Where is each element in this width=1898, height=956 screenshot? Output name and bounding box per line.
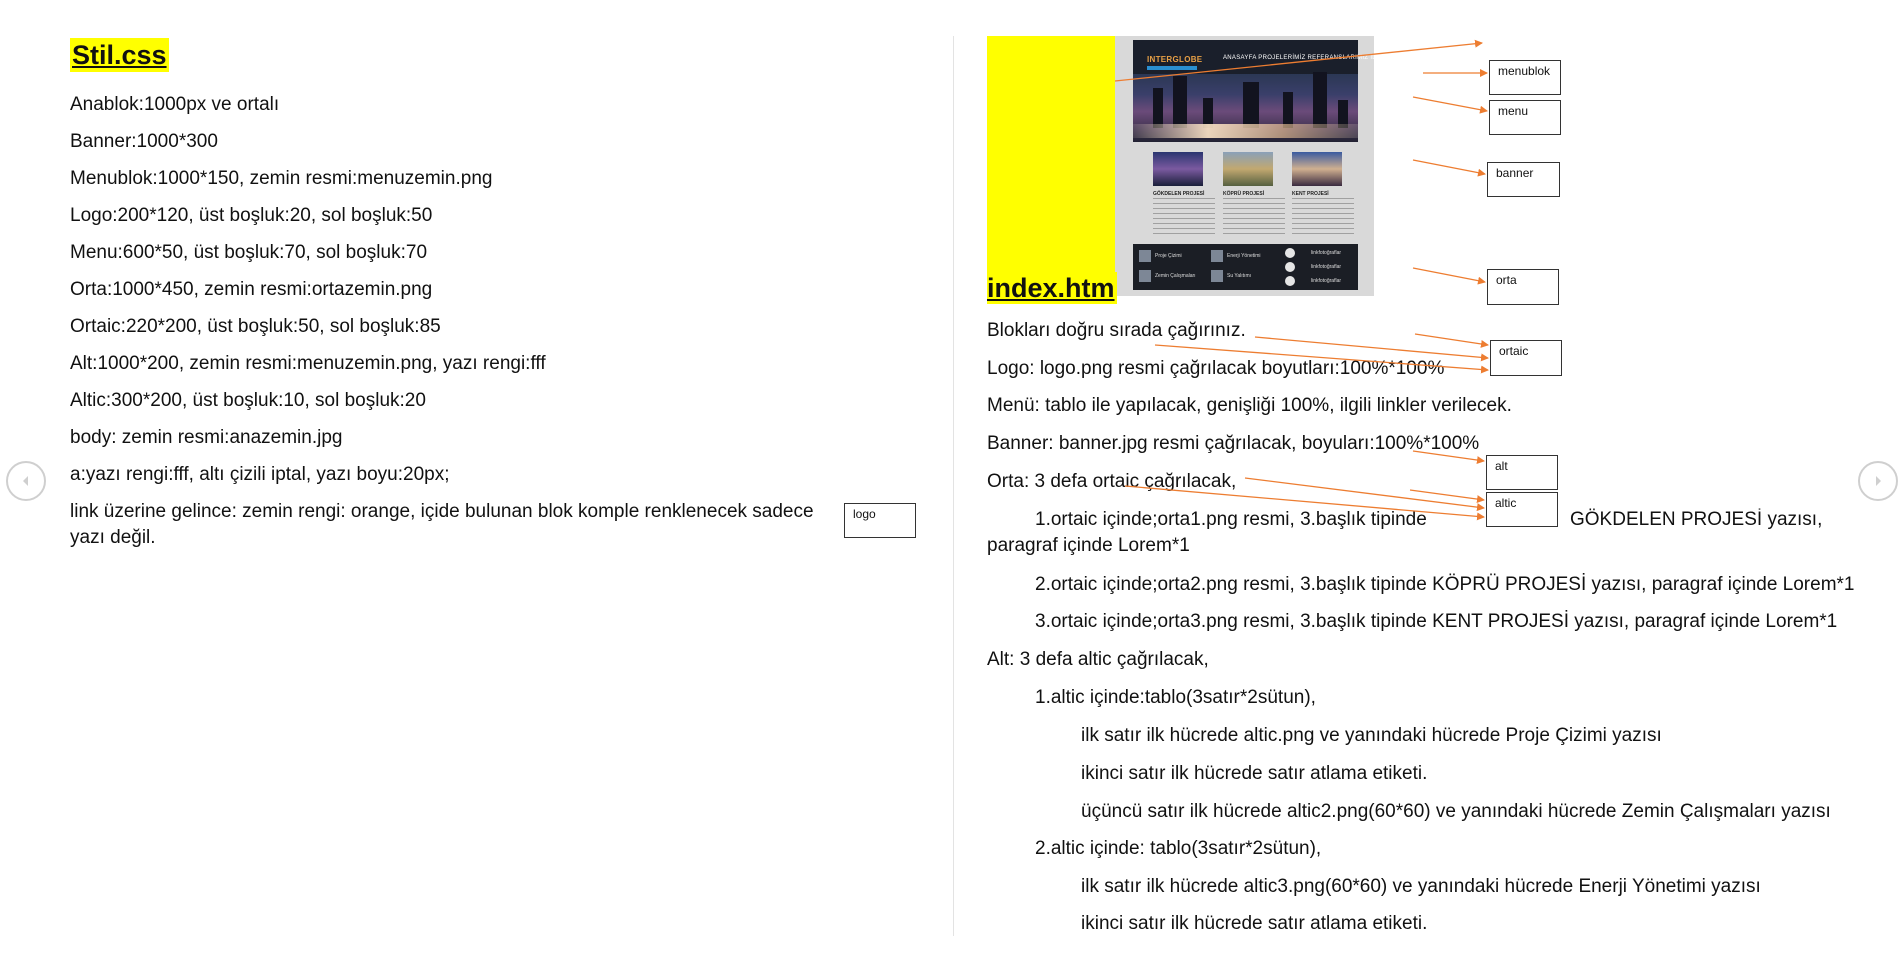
css-rule-line: a:yazı rengi:fff, altı çizili iptal, yazı boyu:20px; bbox=[70, 464, 450, 485]
arrow bbox=[1245, 478, 1484, 508]
html-rule-line: paragraf içinde Lorem*1 bbox=[987, 535, 1190, 556]
html-rule-line: ikinci satır ilk hücrede satır atlama etiketi. bbox=[1081, 763, 1428, 784]
css-rule-line: Logo:200*120, üst boşluk:20, sol boşluk:50 bbox=[70, 205, 433, 226]
html-rule-line: Orta: 3 defa ortaic çağrılacak, bbox=[987, 471, 1237, 492]
html-rule-line: Alt: 3 defa altic çağrılacak, bbox=[987, 649, 1209, 670]
preview-image-2 bbox=[1223, 152, 1273, 186]
preview-logo: INTERGLOBE bbox=[1147, 55, 1203, 64]
html-rule-line: Menü: tablo ile yapılacak, genişliği 100%, ilgili linkler verilecek. bbox=[987, 395, 1512, 416]
arrow bbox=[1415, 334, 1488, 345]
html-rule-line: 3.ortaic içinde;orta3.png resmi, 3.başlık tipinde KENT PROJESİ yazısı, paragraf içinde Lorem*1 bbox=[1035, 611, 1838, 632]
alt-label-box: alt bbox=[1486, 455, 1558, 490]
html-rule-line: Blokları doğru sırada çağırınız. bbox=[987, 320, 1246, 341]
chevron-left-icon bbox=[19, 474, 33, 488]
menublok-label-box: menublok bbox=[1489, 60, 1561, 95]
html-rule-line: 2.ortaic içinde;orta2.png resmi, 3.başlık tipinde KÖPRÜ PROJESİ yazısı, paragraf içinde Lorem*1 bbox=[1035, 574, 1855, 595]
preview-col-title: KENT PROJESİ bbox=[1292, 191, 1329, 197]
html-rule-line: ikinci satır ilk hücrede satır atlama etiketi. bbox=[1081, 913, 1428, 934]
preview-image-1 bbox=[1153, 152, 1203, 186]
html-rule-line: üçüncü satır ilk hücrede altic2.png(60*60) ve yanındaki hücrede Zemin Çalışmaları yazısı bbox=[1081, 801, 1831, 822]
logo-label-box: logo bbox=[844, 503, 916, 538]
orta-label-box: orta bbox=[1487, 269, 1559, 305]
css-rule-line: Menublok:1000*150, zemin resmi:menuzemin.png bbox=[70, 168, 493, 189]
banner-label-box: banner bbox=[1487, 162, 1560, 197]
arrow bbox=[1410, 490, 1484, 500]
css-rule-line: Orta:1000*450, zemin resmi:ortazemin.png bbox=[70, 279, 433, 300]
html-rule-line: ilk satır ilk hücrede altic.png ve yanındaki hücrede Proje Çizimi yazısı bbox=[1081, 725, 1662, 746]
arrow bbox=[1255, 337, 1488, 358]
css-rule-line: Menu:600*50, üst boşluk:70, sol boşluk:70 bbox=[70, 242, 428, 263]
preview-col-title: GÖKDELEN PROJESİ bbox=[1153, 191, 1205, 197]
left-page bbox=[70, 38, 930, 551]
ortaic-label-box: ortaic bbox=[1490, 340, 1562, 376]
preview-col-title: KÖPRÜ PROJESİ bbox=[1223, 191, 1265, 197]
html-rule-line: 1.altic içinde:tablo(3satır*2sütun), bbox=[1035, 687, 1316, 708]
arrow bbox=[1413, 97, 1487, 111]
preview-image-3 bbox=[1292, 152, 1342, 186]
highlight-block bbox=[987, 36, 1115, 304]
preview-header bbox=[1133, 40, 1398, 74]
preview-menu: ANASAYFA PROJELERİMİZ REFERANSLARIMIZ İLETİŞİM bbox=[1223, 55, 1398, 61]
html-rule-line: 1.ortaic içinde;orta1.png resmi, 3.başlık tipinde bbox=[1035, 509, 1427, 530]
chevron-right-icon bbox=[1871, 474, 1885, 488]
index-htm-heading: index.htm bbox=[987, 273, 1115, 303]
page-divider bbox=[953, 36, 954, 936]
html-rule-line: Logo: logo.png resmi çağrılacak boyutları:100%*100% bbox=[987, 358, 1445, 379]
preview-banner bbox=[1133, 74, 1358, 142]
website-preview-image bbox=[1115, 36, 1398, 296]
css-rule-line: link üzerine gelince: zemin rengi: orange, içide bulunan blok komple renklenecek sadece yazı değil. bbox=[70, 501, 814, 548]
css-rule-line: Banner:1000*300 bbox=[70, 131, 218, 152]
css-rule-line: Anablok:1000px ve ortalı bbox=[70, 94, 280, 115]
arrow bbox=[1413, 160, 1485, 174]
css-rule-line: body: zemin resmi:anazemin.jpg bbox=[70, 427, 343, 448]
css-rule-line: Alt:1000*200, zemin resmi:menuzemin.png, yazı rengi:fff bbox=[70, 353, 546, 374]
altic-label-box: altic bbox=[1486, 492, 1558, 527]
css-rule-line: Altic:300*200, üst boşluk:10, sol boşluk:20 bbox=[70, 390, 426, 411]
html-rule-line: Banner: banner.jpg resmi çağrılacak, boyuları:100%*100% bbox=[987, 433, 1480, 454]
arrow bbox=[1413, 268, 1485, 282]
menu-label-box: menu bbox=[1489, 100, 1561, 135]
preview-footer: Proje Çizimi Zemin Çalışmaları Enerji Yönetimi Su Yalıtımı linkfotoğraflar linkfotoğraflar linkfotoğraflar bbox=[1133, 244, 1358, 290]
stil-css-heading: Stil.css bbox=[72, 40, 167, 70]
html-rule-line: ilk satır ilk hücrede altic3.png(60*60) ve yanındaki hücrede Enerji Yönetimi yazısı bbox=[1081, 876, 1761, 897]
html-rule-line: GÖKDELEN PROJESİ yazısı, bbox=[1570, 509, 1823, 530]
next-page-button[interactable] bbox=[1858, 461, 1898, 501]
html-rule-line: 2.altic içinde: tablo(3satır*2sütun), bbox=[1035, 838, 1322, 859]
css-rule-line: Ortaic:220*200, üst boşluk:50, sol boşluk:85 bbox=[70, 316, 441, 337]
previous-page-button[interactable] bbox=[6, 461, 46, 501]
